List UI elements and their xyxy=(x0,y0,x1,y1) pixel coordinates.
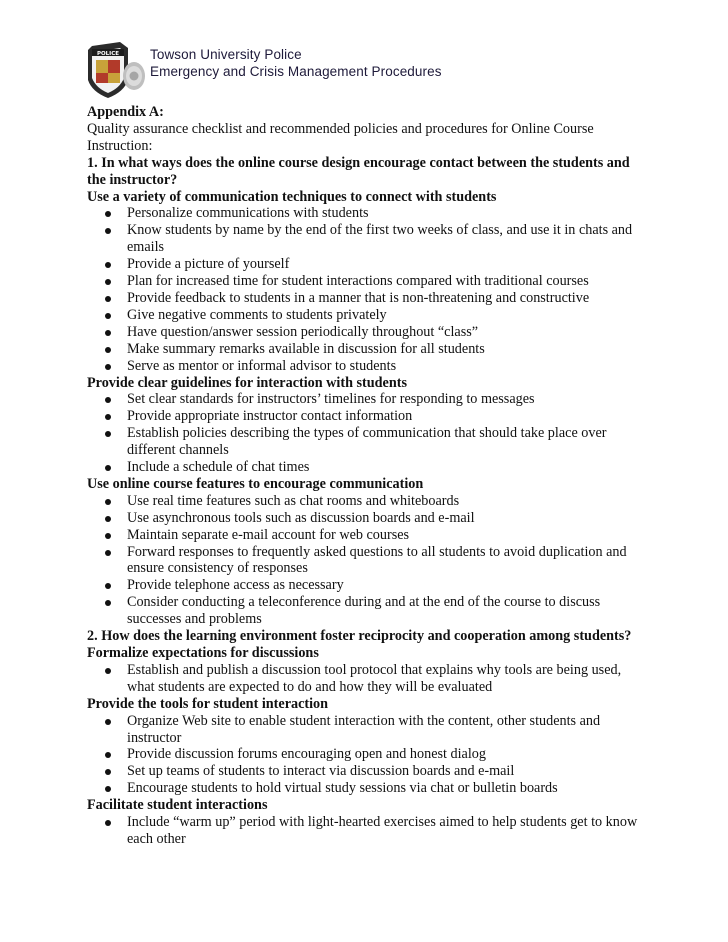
bullet-list xyxy=(87,814,657,848)
bullet-text-line: Provide a picture of yourself xyxy=(127,256,290,273)
bullet-item xyxy=(87,256,657,273)
header-title-block xyxy=(150,46,442,80)
bullet-item xyxy=(87,205,657,222)
bullet-item xyxy=(87,307,657,324)
bullet-text-line: Include a schedule of chat times xyxy=(127,459,310,476)
bullet-item xyxy=(87,324,657,341)
bullet-item xyxy=(87,527,657,544)
bullet-dot-icon xyxy=(105,499,111,505)
bullet-dot-icon xyxy=(105,820,111,826)
bullet-dot-icon xyxy=(105,752,111,758)
bullet-text-line: Set up teams of students to interact via discussion boards and e-mail xyxy=(127,763,515,780)
bullet-list xyxy=(87,391,657,476)
bullet-item xyxy=(87,814,657,848)
bullet-dot-icon xyxy=(105,550,111,556)
bullet-item xyxy=(87,493,657,510)
bullet-text-line: Use real time features such as chat rooms and whiteboards xyxy=(127,492,460,509)
bullet-item xyxy=(87,408,657,425)
bullet-dot-icon xyxy=(105,414,111,420)
bullet-dot-icon xyxy=(105,719,111,725)
bullet-dot-icon xyxy=(105,296,111,302)
question-2: 2. How does the learning environment foster reciprocity and cooperation among students? xyxy=(87,628,632,645)
bullet-text-line: what students are expected to do and how they will be evaluated xyxy=(127,678,493,695)
bullet-dot-icon xyxy=(105,786,111,792)
bullet-list xyxy=(87,662,657,696)
police-badge-logo-icon xyxy=(84,40,148,100)
bullet-item xyxy=(87,662,657,696)
logo-text: POLICE xyxy=(96,51,120,57)
bullet-dot-icon xyxy=(105,583,111,589)
section-heading: Provide the tools for student interaction xyxy=(87,695,329,712)
bullet-text-line: Have question/answer session periodically throughout “class” xyxy=(127,323,479,340)
bullet-item xyxy=(87,780,657,797)
bullet-dot-icon xyxy=(105,397,111,403)
bullet-dot-icon xyxy=(105,262,111,268)
bullet-dot-icon xyxy=(105,533,111,539)
bullet-dot-icon xyxy=(105,313,111,319)
bullet-text-line: each other xyxy=(127,830,186,847)
bullet-item xyxy=(87,594,657,628)
bullet-dot-icon xyxy=(105,364,111,370)
bullet-text-line: Provide discussion forums encouraging open and honest dialog xyxy=(127,746,486,763)
bullet-text-line: Encourage students to hold virtual study sessions via chat or bulletin boards xyxy=(127,780,558,797)
intro-line-1: Quality assurance checklist and recommended policies and procedures for Online Course xyxy=(87,120,594,137)
bullet-dot-icon xyxy=(105,600,111,606)
section-heading: Facilitate student interactions xyxy=(87,797,268,814)
bullet-text-line: Include “warm up” period with light-hearted exercises aimed to help students get to know xyxy=(127,814,638,831)
header-line-2: Emergency and Crisis Management Procedures xyxy=(150,64,442,79)
bullet-dot-icon xyxy=(105,465,111,471)
document-body xyxy=(87,104,657,848)
bullet-item xyxy=(87,459,657,476)
bullet-text-line: Forward responses to frequently asked questions to all students to avoid duplication and xyxy=(127,543,627,560)
bullet-dot-icon xyxy=(105,279,111,285)
bullet-text-line: Establish and publish a discussion tool protocol that explains why tools are being used, xyxy=(127,661,622,678)
bullet-item xyxy=(87,341,657,358)
appendix-title: Appendix A: xyxy=(87,104,164,120)
section-heading: Formalize expectations for discussions xyxy=(87,645,319,661)
header-line-1: Towson University Police xyxy=(150,47,302,62)
bullet-item xyxy=(87,577,657,594)
bullet-list xyxy=(87,713,657,798)
bullet-text-line: Plan for increased time for student interactions compared with traditional courses xyxy=(127,273,589,290)
section-heading: Use online course features to encourage communication xyxy=(87,475,424,492)
bullet-dot-icon xyxy=(105,330,111,336)
bullet-list xyxy=(87,205,657,374)
bullet-text-line: Provide feedback to students in a manner that is non-threatening and constructive xyxy=(127,289,590,306)
bullet-text-line: Know students by name by the end of the first two weeks of class, and use it in chats and xyxy=(127,222,633,239)
bullet-text-line: ensure consistency of responses xyxy=(127,560,308,577)
document-header xyxy=(84,38,504,102)
bullet-dot-icon xyxy=(105,347,111,353)
bullet-dot-icon xyxy=(105,769,111,775)
bullet-text-line: emails xyxy=(127,239,165,256)
bullet-item xyxy=(87,358,657,375)
bullet-text-line: Organize Web site to enable student interaction with the content, other students and xyxy=(127,712,601,729)
intro-line-2: Instruction: xyxy=(87,137,153,154)
bullet-text-line: Set clear standards for instructors’ timelines for responding to messages xyxy=(127,391,535,408)
bullet-item xyxy=(87,273,657,290)
bullet-item xyxy=(87,425,657,459)
bullet-text-line: successes and problems xyxy=(127,611,262,628)
section-heading: Use a variety of communication techniques to connect with students xyxy=(87,188,497,205)
bullet-text-line: Personalize communications with students xyxy=(127,205,369,222)
bullet-item xyxy=(87,290,657,307)
bullet-item xyxy=(87,510,657,527)
bullet-text-line: Establish policies describing the types of communication that should take place over xyxy=(127,425,607,442)
section-heading: Provide clear guidelines for interaction with students xyxy=(87,374,407,391)
bullet-text-line: instructor xyxy=(127,729,182,746)
bullet-item xyxy=(87,222,657,256)
bullet-dot-icon xyxy=(105,431,111,437)
bullet-dot-icon xyxy=(105,668,111,674)
bullet-item xyxy=(87,763,657,780)
question-1-line-1: 1. In what ways does the online course design encourage contact between the students and xyxy=(87,154,630,171)
bullet-text-line: Make summary remarks available in discussion for all students xyxy=(127,340,485,357)
bullet-item xyxy=(87,544,657,578)
question-1-line-2: the instructor? xyxy=(87,171,178,188)
bullet-text-line: Maintain separate e-mail account for web courses xyxy=(127,526,410,543)
bullet-text-line: different channels xyxy=(127,442,229,459)
bullet-list xyxy=(87,493,657,628)
bullet-item xyxy=(87,391,657,408)
bullet-text-line: Consider conducting a teleconference during and at the end of the course to discuss xyxy=(127,594,601,611)
bullet-item xyxy=(87,746,657,763)
bullet-text-line: Give negative comments to students privately xyxy=(127,306,387,323)
bullet-text-line: Serve as mentor or informal advisor to students xyxy=(127,357,397,374)
bullet-text-line: Use asynchronous tools such as discussion boards and e-mail xyxy=(127,509,475,526)
bullet-text-line: Provide telephone access as necessary xyxy=(127,577,344,594)
bullet-item xyxy=(87,713,657,747)
bullet-text-line: Provide appropriate instructor contact information xyxy=(127,408,413,425)
bullet-dot-icon xyxy=(105,516,111,522)
bullet-dot-icon xyxy=(105,228,111,234)
bullet-dot-icon xyxy=(105,211,111,217)
